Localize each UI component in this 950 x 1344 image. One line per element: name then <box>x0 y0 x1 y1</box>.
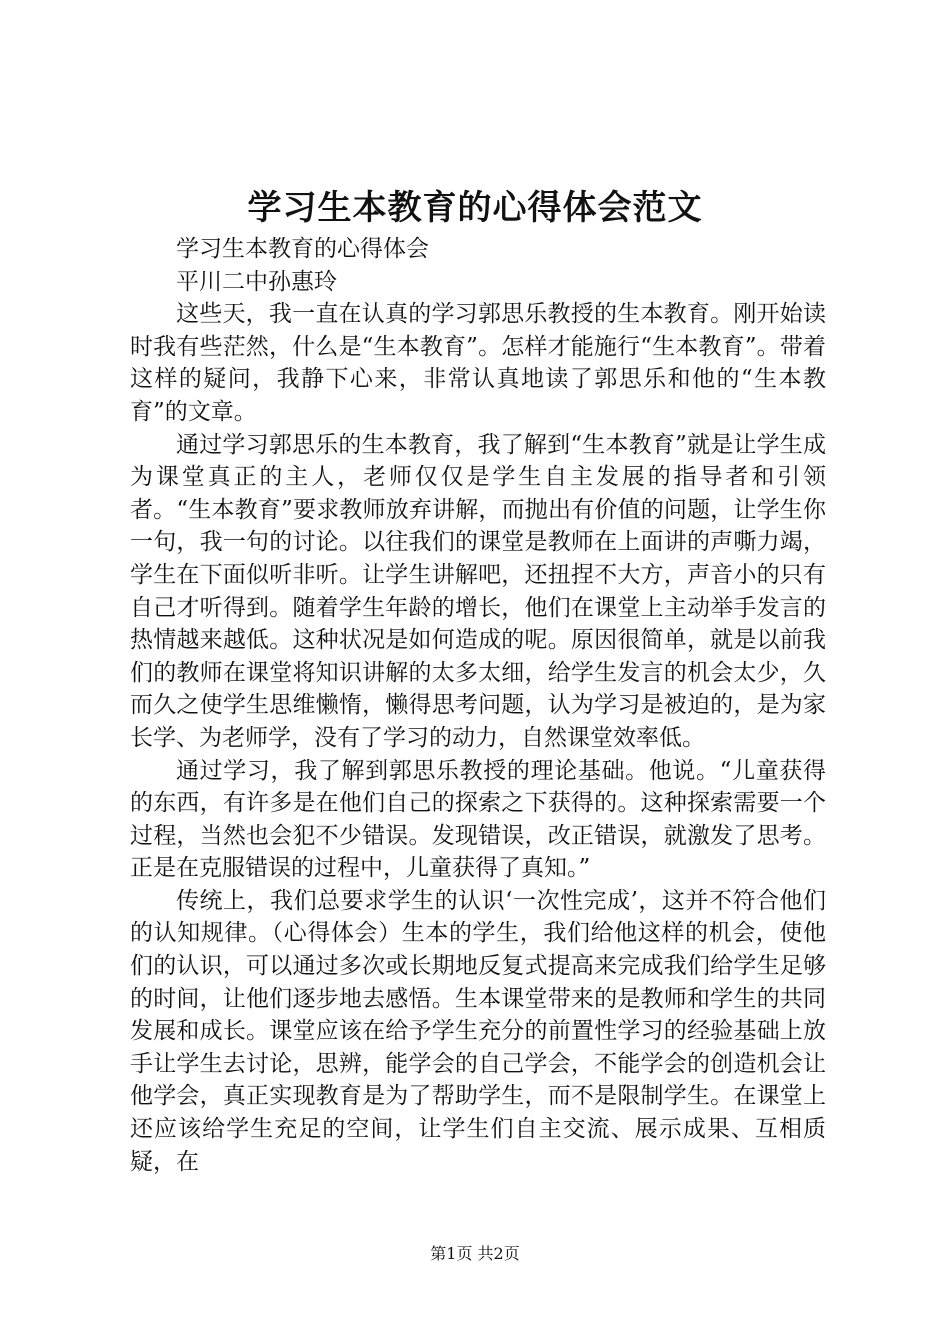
subtitle: 学习生本教育的心得体会 <box>176 236 429 262</box>
paragraph: 通过学习郭思乐的生本教育，我了解到“生本教育”就是让学生成为课堂真正的主人，老师仅仅是学生自主发展的指导者和引领者。“生本教育”要求教师放弃讲解，而抛出有价值的问题，让学生你一句，我一句的讨论。以往我们的课堂是教师在上面讲的声嘶力竭，学生在下面似听非听。让学生讲解吧，还扭捏不大方，声音小的只有自己才听得到。随着学生年龄的增长，他们在课堂上主动举手发言的热情越来越低。这种状况是如何造成的呢。原因很简单，就是以前我们的教师在课堂将知识讲解的太多太细，给学生发言的机会太少，久而久之使学生思维懒惰，懒得思考问题，认为学习是被迫的，是为家长学、为老师学，没有了学习的动力，自然课堂效率低。 <box>130 431 826 751</box>
document-title: 学习生本教育的心得体会范文 <box>247 188 703 228</box>
author-line: 平川二中孙惠玲 <box>176 268 337 295</box>
paragraph: 通过学习，我了解到郭思乐教授的理论基础。他说。“儿童获得的东西，有许多是在他们自己的探索之下获得的。这种探索需要一个过程，当然也会犯不少错误。发现错误，改正错误，就激发了思考。正是在克服错误的过程中，儿童获得了真知。” <box>130 757 826 882</box>
document-body <box>130 233 826 1178</box>
paragraph: 传统上，我们总要求学生的认识‘一次性完成’，这并不符合他们的认知规律。（心得体会）生本的学生，我们给他这样的机会，使他们的认识，可以通过多次或长期地反复式提高来完成我们给学生足够的时间，让他们逐步地去感悟。生本课堂带来的是教师和学生的共同发展和成长。课堂应该在给予学生充分的前置性学习的经验基础上放手让学生去讨论，思辨，能学会的自己学会，不能学会的创造机会让他学会，真正实现教育是为了帮助学生，而不是限制学生。在课堂上还应该给学生充足的空间，让学生们自主交流、展示成果、互相质疑，在 <box>130 887 826 1175</box>
paragraph: 这些天，我一直在认真的学习郭思乐教授的生本教育。刚开始读时我有些茫然，什么是“生本教育”。怎样才能施行“生本教育”。带着这样的疑问，我静下心来，非常认真地读了郭思乐和他的“生本教育”的文章。 <box>130 301 826 425</box>
page-footer: 第1页 共2页 <box>430 1244 520 1263</box>
